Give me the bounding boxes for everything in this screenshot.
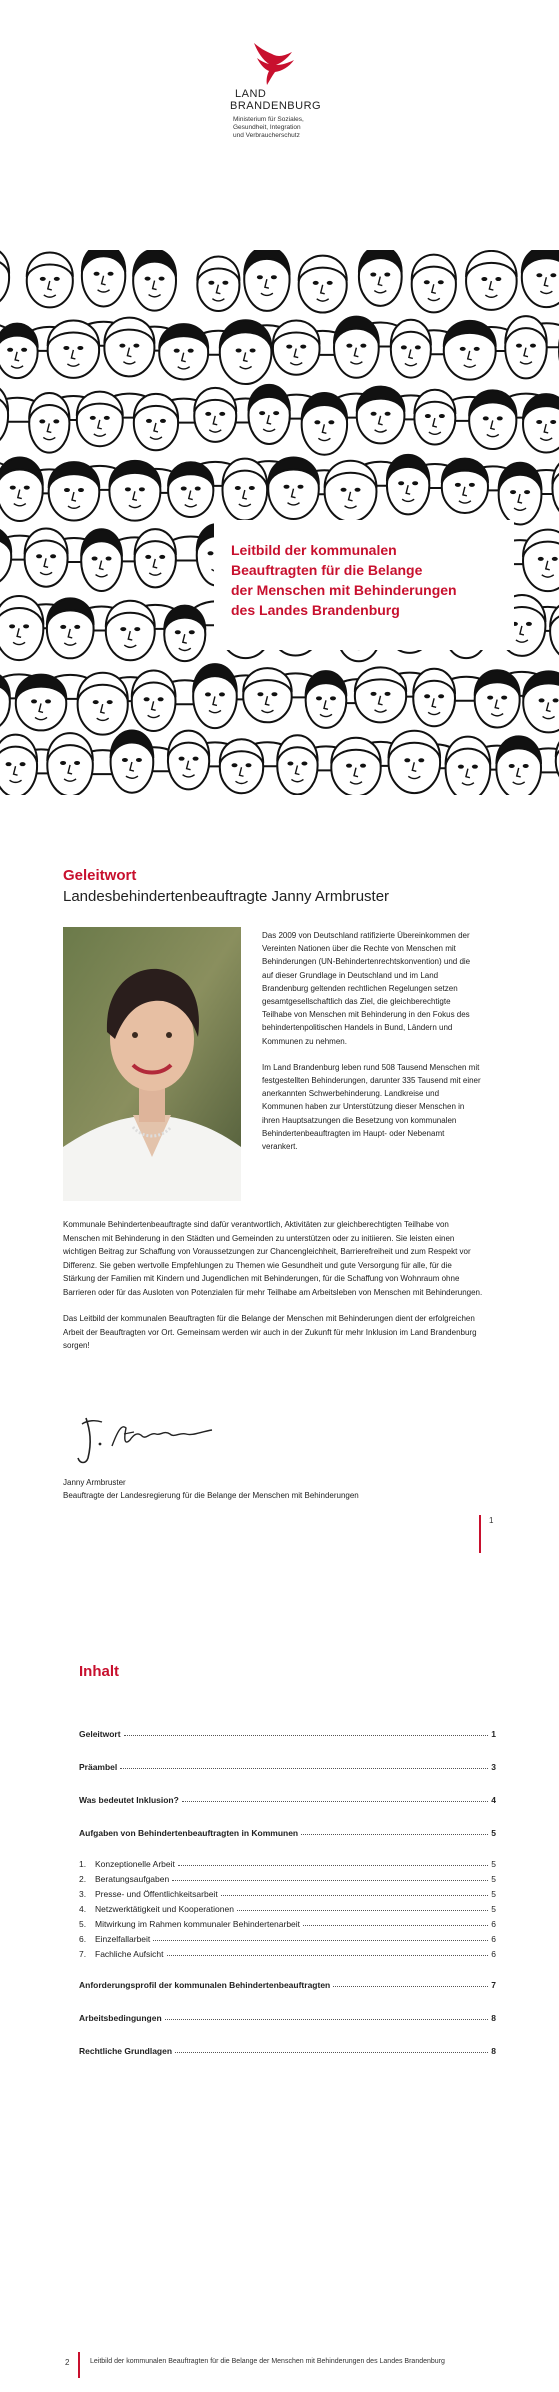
toc-entry-number: 1. <box>79 1859 87 1869</box>
toc-entry-page: 7 <box>491 1980 496 1990</box>
ministry-line: Gesundheit, Integration <box>233 124 301 131</box>
toc-entry-page: 5 <box>491 1874 496 1884</box>
logo-line-1: LAND <box>235 88 267 100</box>
cover-title <box>214 520 514 650</box>
toc-dot-leader <box>167 1955 489 1956</box>
toc-entry-page: 5 <box>491 1859 496 1869</box>
toc-entry-label: Beratungsaufgaben <box>95 1874 170 1884</box>
section-kicker: Geleitwort <box>63 867 137 884</box>
ministry-line: und Verbraucherschutz <box>233 132 300 139</box>
toc-dot-leader <box>237 1910 488 1911</box>
toc-entry-page: 4 <box>491 1795 496 1805</box>
toc-entry-number: 6. <box>79 1934 87 1944</box>
toc-dot-leader <box>182 1801 488 1802</box>
toc-entry-page: 5 <box>491 1828 496 1838</box>
page-marker-rule <box>479 1515 481 1553</box>
toc-subentry[interactable] <box>79 1916 496 1929</box>
toc-entry-label: Aufgaben von Behindertenbeauftragten in Kommunen <box>79 1828 299 1838</box>
toc-entry-label: Was bedeutet Inklusion? <box>79 1795 179 1805</box>
footer-rule <box>78 2352 80 2378</box>
toc-entry-label: Arbeitsbedingungen <box>79 2013 162 2023</box>
paragraph: Das Leitbild der kommunalen Beauftragten für die Belange der Menschen mit Behinderungen dient der erfolgreichen Arbeit der Beauftragten vor Ort. Gemeinsam werden wir auch in der Zukunft für mehr Inklusion im Land Brandenburg sorgen! <box>63 1314 477 1350</box>
toc-subentry[interactable] <box>79 1901 496 1914</box>
toc-dot-leader <box>172 1880 488 1881</box>
toc-entry-number: 4. <box>79 1904 87 1914</box>
toc-subentry[interactable] <box>79 1871 496 1884</box>
toc-entry-page: 8 <box>491 2013 496 2023</box>
toc-entry-label: Anforderungsprofil der kommunalen Behindertenbeauftragten <box>79 1980 331 1990</box>
toc-entry[interactable] <box>79 2043 496 2056</box>
intro-text-column <box>262 929 482 1166</box>
toc-dot-leader <box>333 1986 488 1987</box>
toc-dot-leader <box>303 1925 488 1926</box>
toc-entry[interactable] <box>79 1825 496 1838</box>
footer-text: Leitbild der kommunalen Beauftragten für die Belange der Menschen mit Behinderungen des Landes Brandenburg <box>90 2358 445 2365</box>
toc-dot-leader <box>153 1940 488 1941</box>
toc-entry[interactable] <box>79 1977 496 1990</box>
toc-dot-leader <box>165 2019 489 2020</box>
section-subtitle: Landesbehindertenbeauftragte Janny Armbruster <box>63 888 390 905</box>
toc-entry-page: 6 <box>491 1949 496 1959</box>
toc-dot-leader <box>124 1735 489 1736</box>
toc-dot-leader <box>301 1834 488 1835</box>
paragraph: Im Land Brandenburg leben rund 508 Tausend Menschen mit festgestellten Behinderungen, darunter 335 Tausend mit einer anerkannten Schwerbehinderung. Landkreise und Kommunen haben zur Unterstützung dieser Menschen in ihren Hauptsatzungen die Besetzung von kommunalen Behindertenbeauftragten im Haupt- oder Nebenamt verankert. <box>262 1062 481 1152</box>
toc-entry-page: 8 <box>491 2046 496 2056</box>
toc-entry-number: 5. <box>79 1919 87 1929</box>
cover-title-line: der Menschen mit Behinderungen <box>231 582 457 598</box>
cover-title-line: Beauftragten für die Belange <box>231 562 423 578</box>
toc-entry-label: Rechtliche Grundlagen <box>79 2046 173 2056</box>
body-text <box>63 1218 483 1366</box>
toc-entry-page: 5 <box>491 1889 496 1899</box>
page-number: 1 <box>489 1516 494 1525</box>
signer-name: Janny Armbruster <box>63 1478 126 1487</box>
logo-wordmark <box>230 88 350 112</box>
portrait-photo <box>63 927 241 1201</box>
toc-dot-leader <box>178 1865 488 1866</box>
paragraph: Das 2009 von Deutschland ratifizierte Übereinkommen der Vereinten Nationen über die Rechte von Menschen mit Behinderungen (UN-Behindertenrechtskonvention) und die auf dieser Grundlage in Deutschland und im Land Brandenburg geltenden rechtlichen Regelungen setzen gesamtgesellschaftlich das Ziel, die gleichberechtigte Teilhabe von Menschen mit Behinderung in den Fokus des behindertenpolitischen Handels in Bund, Ländern und Kommunen zu nehmen. <box>262 931 471 1046</box>
toc-entry-page: 5 <box>491 1904 496 1914</box>
toc-subentry[interactable] <box>79 1946 496 1959</box>
footer-page-number: 2 <box>65 2358 70 2367</box>
toc-subentry[interactable] <box>79 1856 496 1869</box>
toc-entry-page: 1 <box>491 1729 496 1739</box>
toc-entry[interactable] <box>79 1726 496 1739</box>
toc-entry-number: 2. <box>79 1874 87 1884</box>
ministry-name <box>230 116 350 140</box>
toc-entry-page: 6 <box>491 1934 496 1944</box>
logo-line-2: BRANDENBURG <box>230 100 322 112</box>
toc-entry[interactable] <box>79 2010 496 2023</box>
toc-entry-label: Fachliche Aufsicht <box>95 1949 164 1959</box>
toc-entry-page: 6 <box>491 1919 496 1929</box>
toc-dot-leader <box>175 2052 488 2053</box>
toc-entry-label: Netzwerktätigkeit und Kooperationen <box>95 1904 234 1914</box>
toc-entry-label: Mitwirkung im Rahmen kommunaler Behindertenarbeit <box>95 1919 301 1929</box>
toc-entry-label: Geleitwort <box>79 1729 121 1739</box>
handwritten-signature <box>72 1410 222 1470</box>
toc-entry-label: Presse- und Öffentlichkeitsarbeit <box>95 1889 218 1899</box>
toc-heading: Inhalt <box>79 1663 119 1680</box>
toc-dot-leader <box>221 1895 489 1896</box>
toc-subentry[interactable] <box>79 1931 496 1944</box>
signer-block <box>63 1476 359 1502</box>
toc-entry-label: Präambel <box>79 1762 118 1772</box>
ministry-line: Ministerium für Soziales, <box>233 116 304 123</box>
paragraph: Kommunale Behindertenbeauftragte sind dafür verantwortlich, Aktivitäten zur gleichberechtigten Teilhabe von Menschen mit Behinderung in den Städten und Gemeinden zu unterstützen oder zu initiieren. Sie leisten einen wichtigen Beitrag zur Schaffung von Voraussetzungen zur Chancengleichheit, Barrierefreiheit und zum Respekt vor Differenz. Sie geben wertvolle Empfehlungen zu Themen wie Gesundheit und gute Versorgung für alle, für die Stärkung der Familien mit Kindern und Jugendlichen mit Behinderungen, für die Schaffung von Wohnraum ohne Barrieren oder für das Ausloten von Potenzialen für mehr Teilhabe am Arbeitsleben von Menschen mit Behinderungen. <box>63 1220 483 1297</box>
toc-subentry[interactable] <box>79 1886 496 1899</box>
toc-entry-number: 3. <box>79 1889 87 1899</box>
table-of-contents <box>79 1726 496 2056</box>
toc-entry-label: Einzelfallarbeit <box>95 1934 151 1944</box>
toc-entry-page: 3 <box>491 1762 496 1772</box>
toc-entry[interactable] <box>79 1759 496 1772</box>
toc-entry-label: Konzeptionelle Arbeit <box>95 1859 175 1869</box>
signer-role: Beauftragte der Landesregierung für die Belange der Menschen mit Behinderungen <box>63 1491 359 1500</box>
cover-title-line: des Landes Brandenburg <box>231 602 400 618</box>
toc-entry-number: 7. <box>79 1949 87 1959</box>
ministry-logo <box>230 40 350 140</box>
toc-entry[interactable] <box>79 1792 496 1805</box>
cover-title-line: Leitbild der kommunalen <box>231 542 397 558</box>
eagle-logo-icon <box>246 40 300 86</box>
toc-dot-leader <box>120 1768 488 1769</box>
